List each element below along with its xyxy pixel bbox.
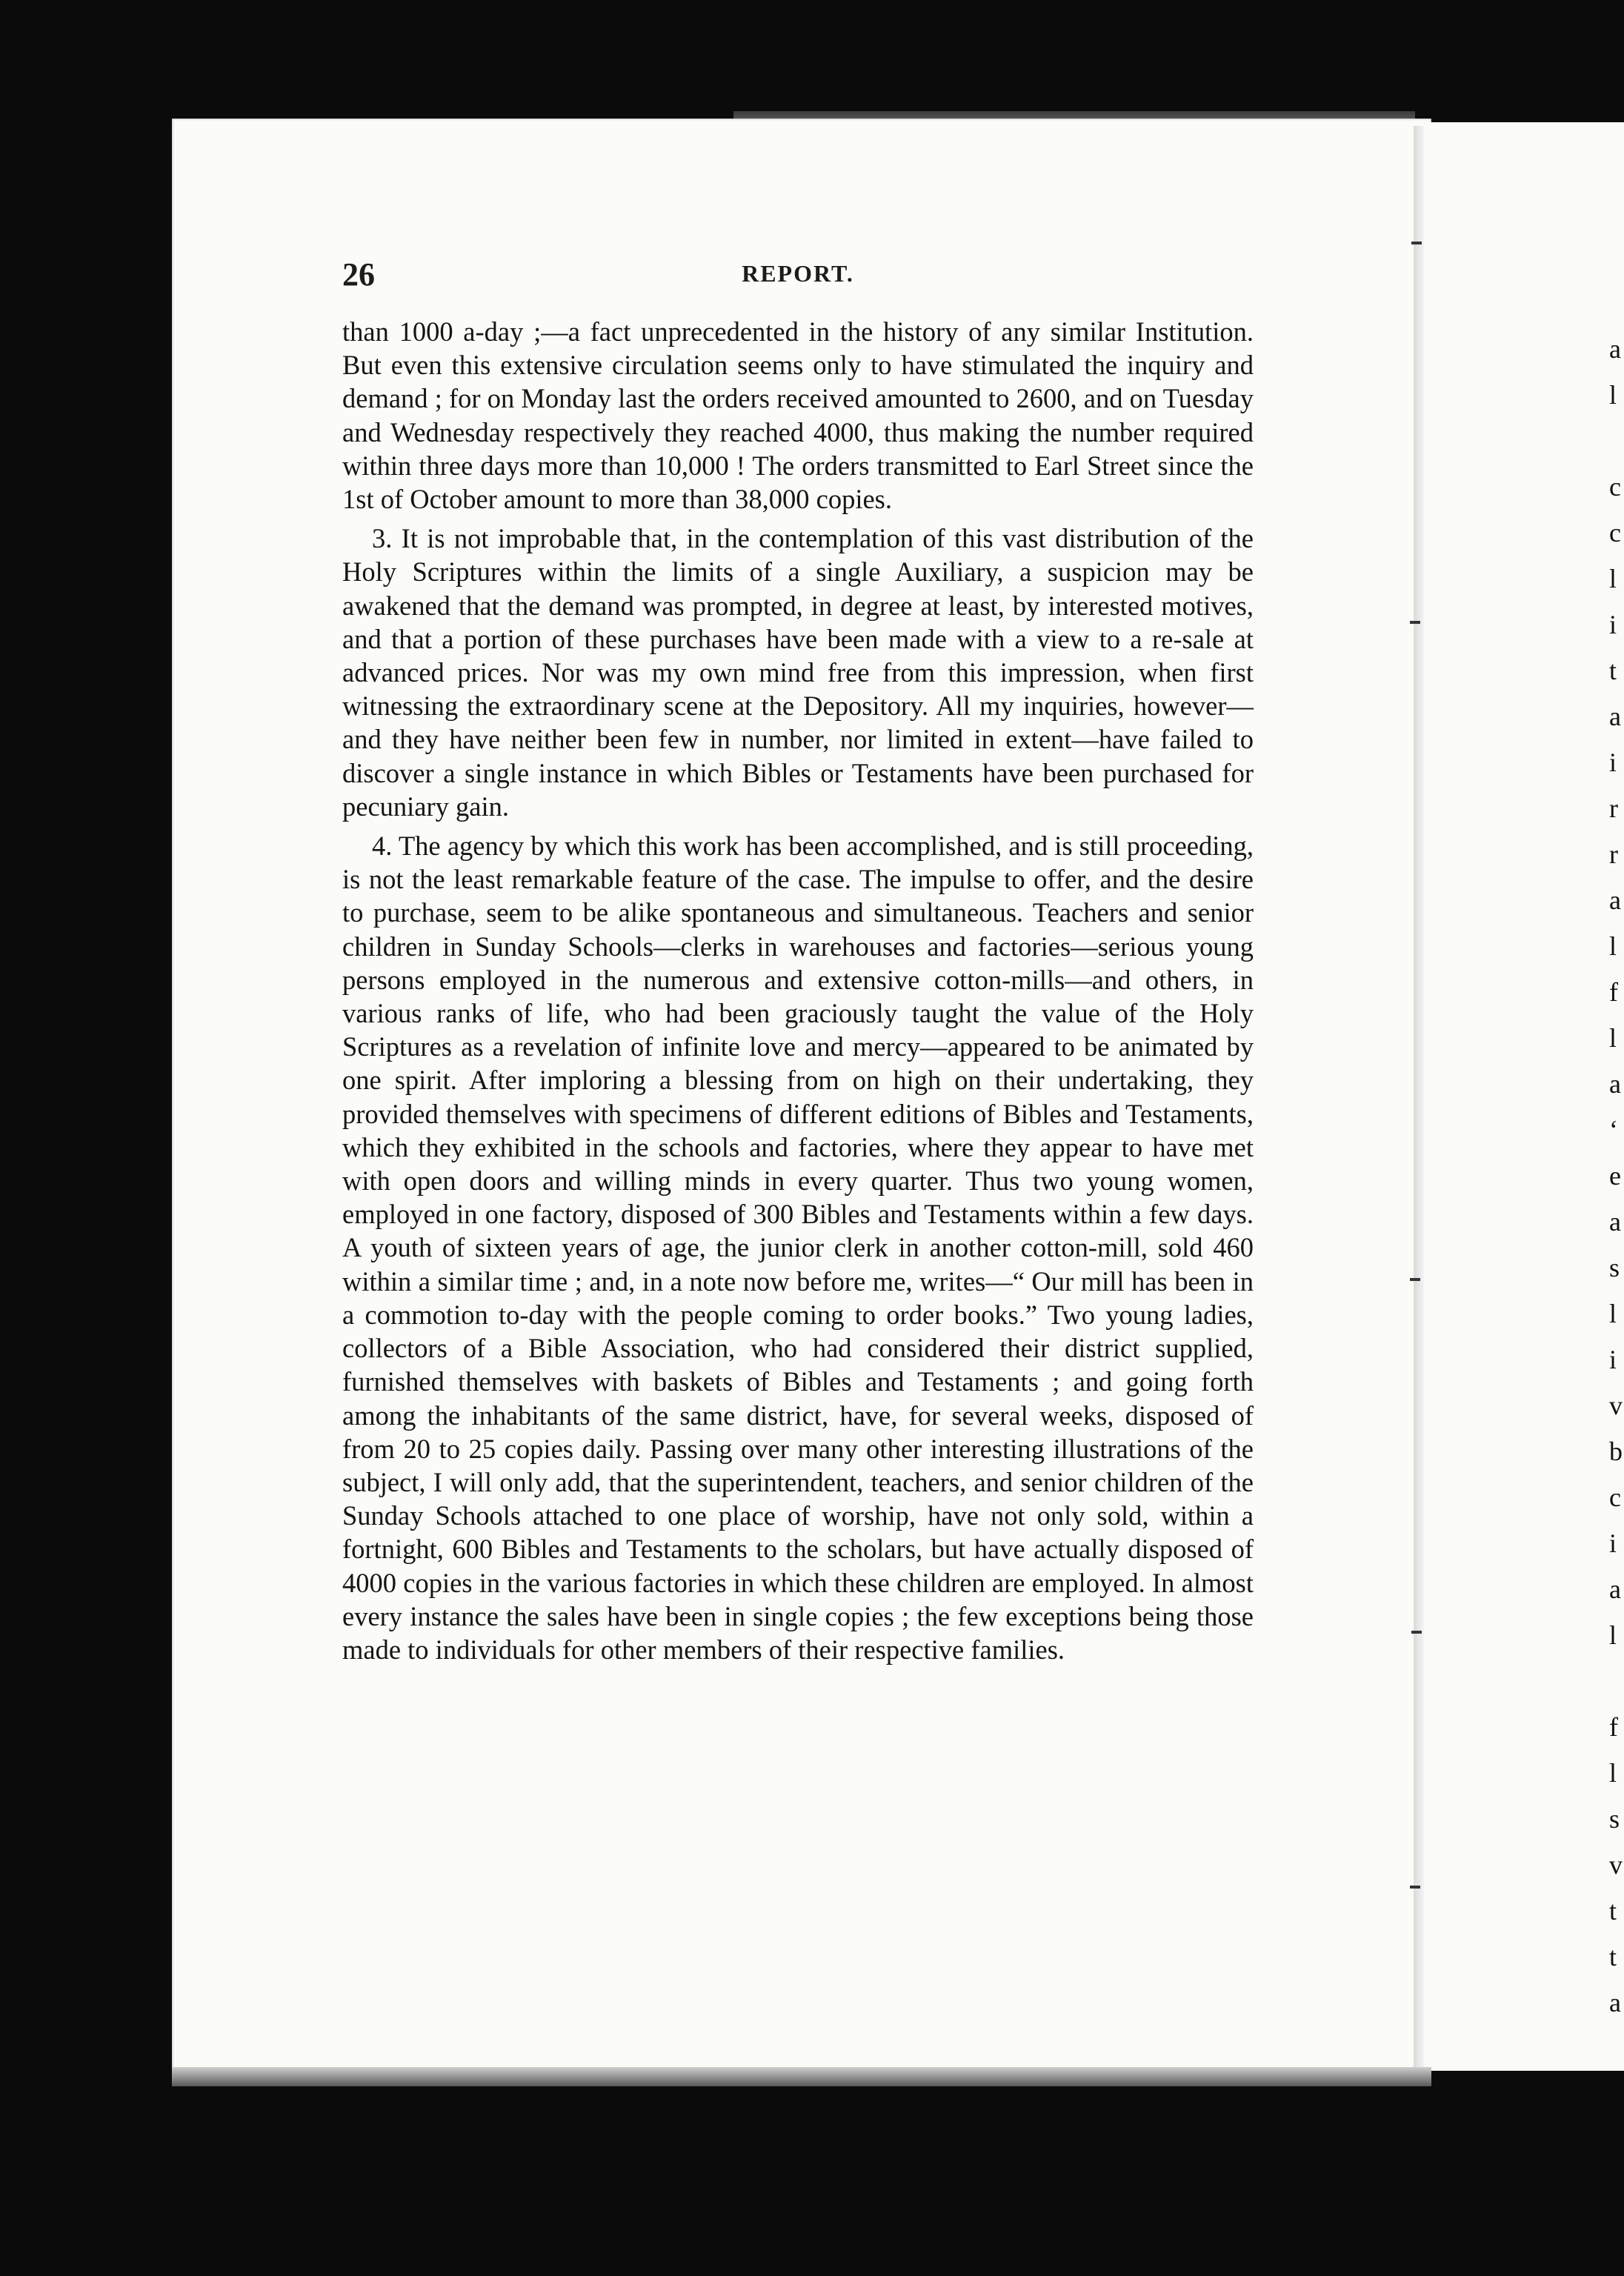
facing-page-edge-char: t bbox=[1609, 1896, 1617, 1926]
paragraph-continued: than 1000 a-day ;—a fact unprecedented in the history of any similar Institution. But even this extensive circulation seems only to have stimulated the inquiry and demand ; for on Monday last the orders received amounted to 2600, and on Tuesday and Wednesday respectively they reached 4000, thus making the number required within three days more than 10,000 ! The orders transmitted to Earl Street since the 1st of October amount to more than 38,000 copies. bbox=[342, 316, 1254, 515]
facing-page-edge-char: r bbox=[1609, 839, 1618, 869]
page-header-title: REPORT. bbox=[742, 260, 854, 287]
facing-page-edge-char: b bbox=[1609, 1437, 1623, 1466]
book-gutter bbox=[1414, 126, 1424, 2067]
body-text bbox=[342, 315, 1254, 1666]
facing-page-edge-char: l bbox=[1609, 1299, 1617, 1328]
facing-page-edge-char: v bbox=[1609, 1850, 1623, 1880]
binding-mark bbox=[1410, 1886, 1420, 1889]
facing-page-edge-char: i bbox=[1609, 610, 1617, 639]
facing-page-edge-char: l bbox=[1609, 564, 1617, 593]
facing-page-edge-char: a bbox=[1609, 1069, 1621, 1099]
facing-page-edge-char: c bbox=[1609, 518, 1621, 548]
facing-page-edge-char: l bbox=[1609, 380, 1617, 410]
facing-page-edge-char: i bbox=[1609, 1345, 1617, 1374]
facing-page-edge-char: f bbox=[1609, 977, 1618, 1007]
facing-page-edge-char: c bbox=[1609, 472, 1621, 502]
facing-page-edge-char: c bbox=[1609, 1483, 1621, 1512]
page-number: 26 bbox=[342, 256, 375, 293]
facing-page-edge-char: a bbox=[1609, 334, 1621, 364]
facing-page-edge-char: l bbox=[1609, 931, 1617, 961]
right-page-edge bbox=[1424, 122, 1624, 2071]
facing-page-edge-char: l bbox=[1609, 1758, 1617, 1788]
paragraph-3: 3. It is not improbable that, in the contemplation of this vast distribution of the Holy Scriptures within the limits of a single Auxiliary, a suspicion may be awakened that the demand was prompted, in degree at least, by interested motives, and that a portion of these purchases have been made with a view to a re-sale at advanced prices. Nor was my own mind free from this impression, when first witnessing the extraordinary scene at the Depository. All my inquiries, however—and they have neither been few in number, nor limited in extent—have failed to discover a single instance in which Bibles or Testaments have been purchased for pecuniary gain. bbox=[342, 523, 1254, 822]
facing-page-edge-char: t bbox=[1609, 656, 1617, 685]
facing-page-edge-char: a bbox=[1609, 885, 1621, 915]
binding-mark bbox=[1411, 242, 1422, 244]
facing-page-edge-char: v bbox=[1609, 1391, 1623, 1420]
facing-page-edge-char: e bbox=[1609, 1161, 1621, 1191]
binding-mark bbox=[1410, 621, 1420, 624]
binding-mark bbox=[1411, 1631, 1422, 1634]
facing-page-edge-char: i bbox=[1609, 748, 1617, 777]
facing-page-edge-char: a bbox=[1609, 1207, 1621, 1237]
facing-page-edge-char: l bbox=[1609, 1023, 1617, 1053]
facing-page-edge-text bbox=[1609, 326, 1624, 2026]
binding-mark bbox=[1410, 1278, 1420, 1281]
page-bottom-shadow bbox=[172, 2067, 1431, 2086]
facing-page-edge-char bbox=[1609, 418, 1624, 464]
facing-page-edge-char: a bbox=[1609, 1574, 1621, 1604]
facing-page-edge-char: s bbox=[1609, 1804, 1620, 1834]
facing-page-edge-char: a bbox=[1609, 1988, 1621, 2017]
facing-page-edge-char: a bbox=[1609, 702, 1621, 731]
facing-page-edge-char: r bbox=[1609, 793, 1618, 823]
facing-page-edge-char: ‘ bbox=[1609, 1115, 1618, 1145]
facing-page-edge-char: i bbox=[1609, 1528, 1617, 1558]
paragraph-4: 4. The agency by which this work has been accomplished, and is still proceeding, is not the least remarkable feature of the case. The impulse to offer, and the desire to purchase, seem to be alike spontaneous and simultaneous. Teachers and senior children in Sunday Schools—clerks in warehouses and factories—serious young persons employed in the numerous and extensive cotton-mills—and others, in various ranks of life, who had been graciously taught the value of the Holy Scriptures as a revelation of infinite love and mercy—appeared to be animated by one spirit. After imploring a blessing from on high on their undertaking, they provided themselves with specimens of different editions of Bibles and Testaments, which they exhibited in the schools and factories, where they appear to have met with open doors and willing minds in every quarter. Thus two young women, employed in one factory, disposed of 300 Bibles and Testaments within a few days. A youth of sixteen years of age, the junior clerk in another cotton-mill, sold 460 within a similar time ; and, in a note now before me, writes—“ Our mill has been in a commotion to-day with the people coming to order books.” Two young ladies, collectors of a Bible Association, who had considered their district supplied, furnished themselves with baskets of Bibles and Testaments ; and going forth among the inhabitants of the same district, have, for several weeks, disposed of from 20 to 25 copies daily. Passing over many other interesting illustrations of the subject, I will only add, that the superintendent, teachers, and senior children of the Sunday Schools attached to one place of worship, have not only sold, within a fortnight, 600 Bibles and Testaments to the scholars, but have actually disposed of 4000 copies in the various factories in which these children are employed. In almost every instance the sales have been in single copies ; the few exceptions being those made to individuals for other members of their respective families. bbox=[342, 831, 1254, 1665]
facing-page-edge-char: f bbox=[1609, 1712, 1618, 1742]
facing-page-edge-char: s bbox=[1609, 1253, 1620, 1282]
facing-page-edge-char: t bbox=[1609, 1942, 1617, 1971]
running-head bbox=[342, 256, 1254, 300]
facing-page-edge-char bbox=[1609, 1658, 1624, 1704]
facing-page-edge-char: l bbox=[1609, 1620, 1617, 1650]
